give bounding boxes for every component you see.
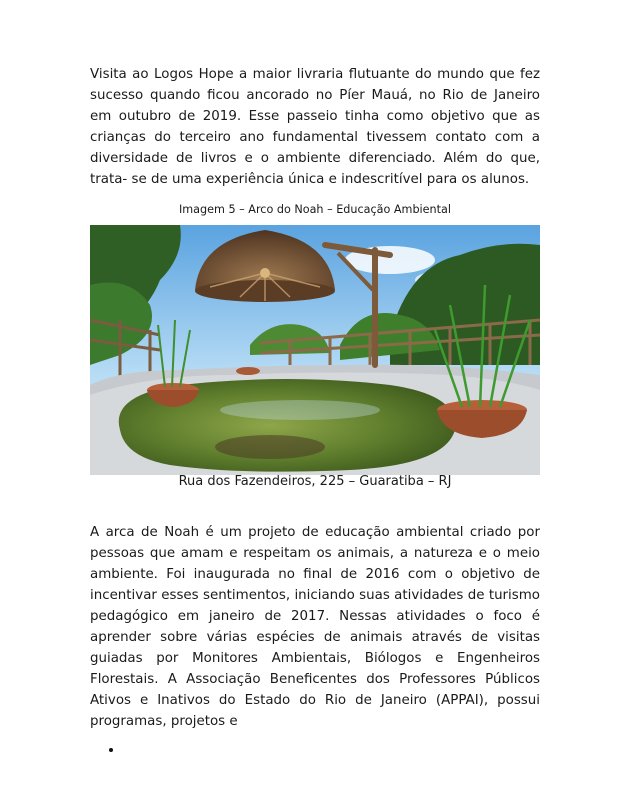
paragraph-arca-de-noah: A arca de Noah é um projeto de educação ambiental criado por pessoas que amam e respeitam os animais, a natureza e o meio ambiente. Foi inaugurada no final de 2016 com o objetivo de incentivar esses sentimentos, iniciando suas atividades de turismo pedagógico em janeiro de 2017. Nessas atividades o foco é aprender sobre várias espécies de animais através de visitas guiadas por Monitores Ambientais, Biólogos e Engenheiros Florestais. A Associação Beneficentes dos Professores Públicos Ativos e Inativos do Estado do Rio de Janeiro (APPAI), possui programas, projetos e [90,525,540,729]
figure-source: Rua dos Fazendeiros, 225 – Guaratiba – RJ [178,474,452,489]
paragraph-logos-hope: Visita ao Logos Hope a maior livraria flutuante do mundo que fez sucesso quando ficou ancorado no Píer Mauá, no Rio de Janeiro em outubro de 2019. Esse passeio tinha como objetivo que as crianças do terceiro ano fundamental tivessem contato com a diversidade de livros e o ambiente diferenciado. Além do que, trata- se de uma experiência única e indescritível para os alunos. [90,67,540,187]
list-bullet [109,748,113,752]
figure-caption: Imagem 5 – Arco do Noah – Educação Ambiental [178,203,451,216]
photo-illustration [90,225,540,475]
photo-arca-de-noah [90,225,540,475]
